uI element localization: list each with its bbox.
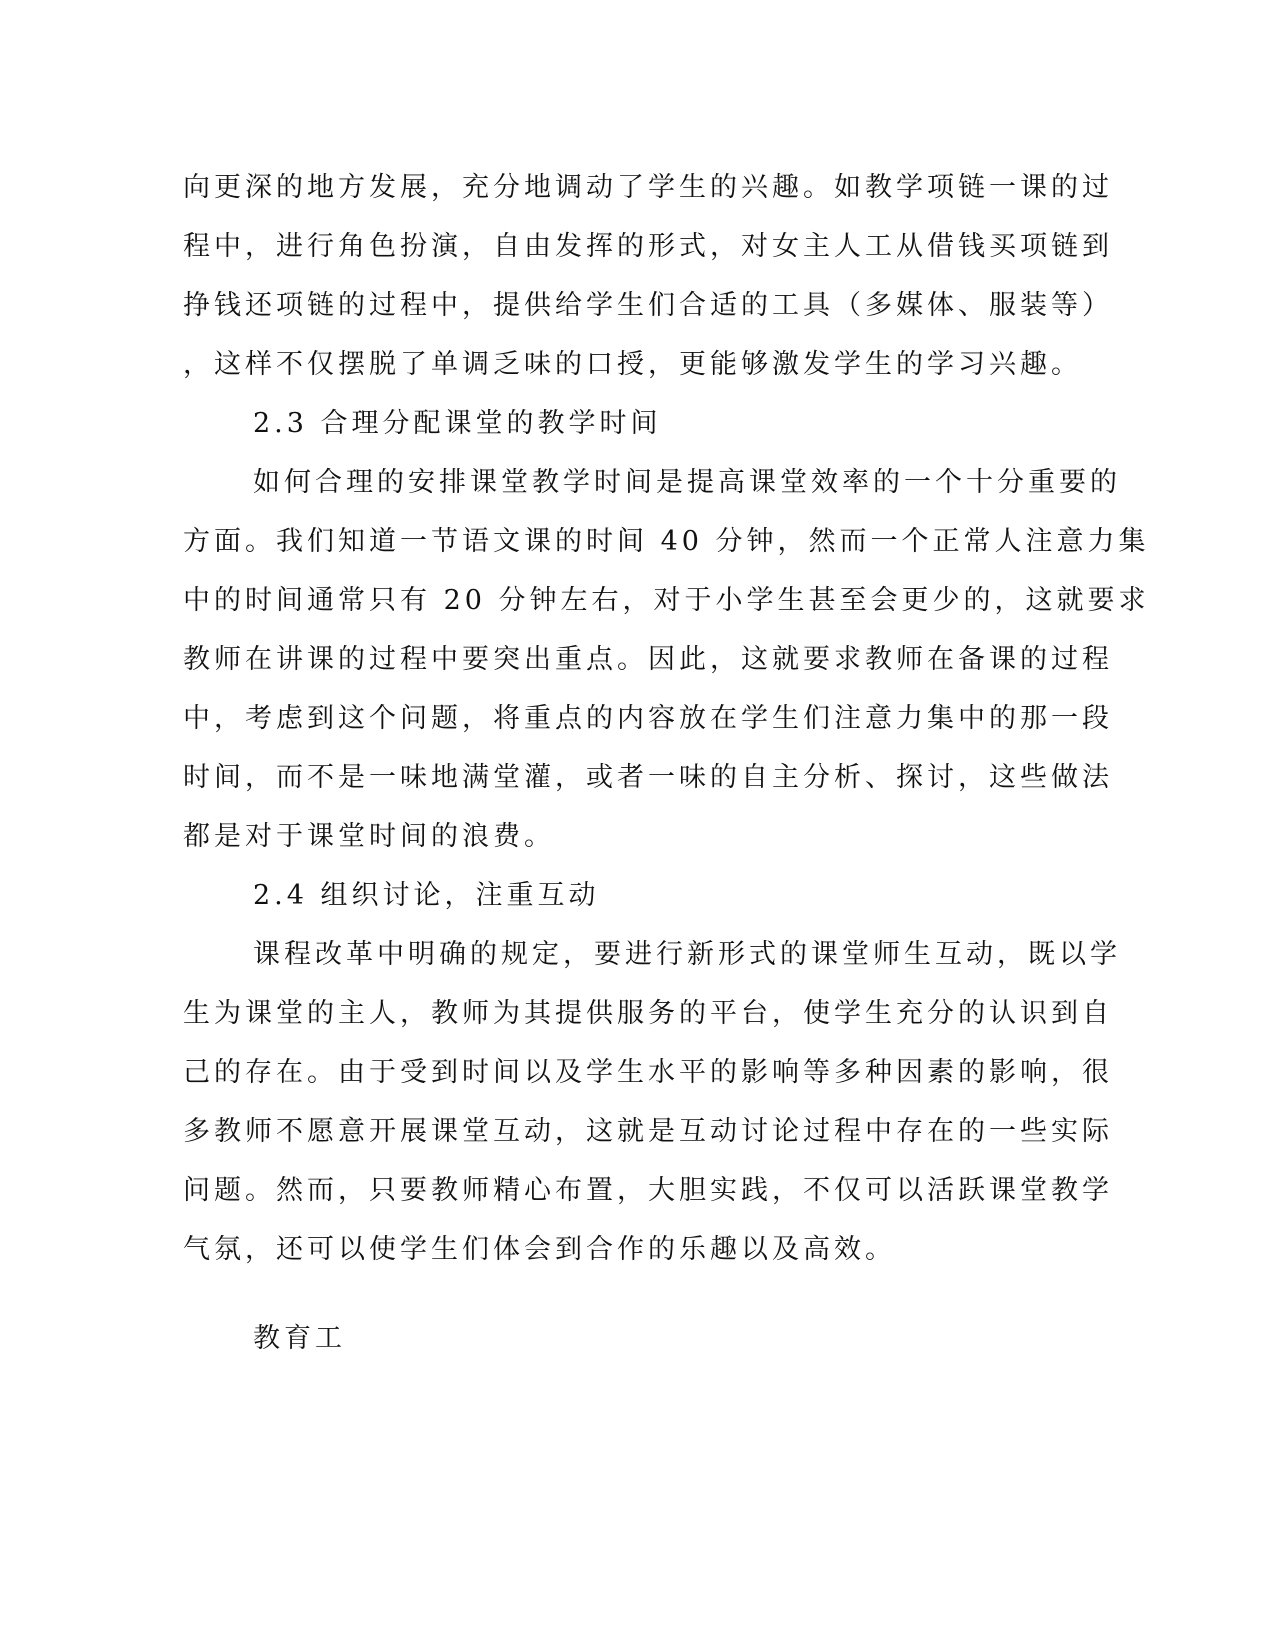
text-line: 中，考虑到这个问题，将重点的内容放在学生们注意力集中的那一段 [183,703,1113,734]
text-line: 教师在讲课的过程中要突出重点。因此，这就要求教师在备课的过程 [183,644,1113,675]
trailing-text: 教育工 [253,1323,346,1354]
text-line: 气氛，还可以使学生们体会到合作的乐趣以及高效。 [183,1234,896,1265]
text-line: 己的存在。由于受到时间以及学生水平的影响等多种因素的影响，很 [183,1057,1113,1088]
text-line: 挣钱还项链的过程中，提供给学生们合适的工具（多媒体、服装等） [183,290,1113,321]
text-line: 如何合理的安排课堂教学时间是提高课堂效率的一个十分重要的 [253,467,1121,498]
text-line: 课程改革中明确的规定，要进行新形式的课堂师生互动，既以学 [253,939,1121,970]
text-line: 生为课堂的主人，教师为其提供服务的平台，使学生充分的认识到自 [183,998,1113,1029]
text-line: 中的时间通常只有 20 分钟左右，对于小学生甚至会更少的，这就要求 [183,585,1150,616]
section-heading-2-3: 2.3 合理分配课堂的教学时间 [253,408,662,439]
text-line: 方面。我们知道一节语文课的时间 40 分钟，然而一个正常人注意力集 [183,526,1150,557]
paragraph-interaction [183,925,1121,1279]
paragraph-class-time [183,453,1150,866]
paragraph-continuation [183,158,1113,394]
text-line: 都是对于课堂时间的浪费。 [183,821,555,852]
text-line: 问题。然而，只要教师精心布置，大胆实践，不仅可以活跃课堂教学 [183,1175,1113,1206]
document-body [183,158,1150,1368]
text-line: 多教师不愿意开展课堂互动，这就是互动讨论过程中存在的一些实际 [183,1116,1113,1147]
text-line: ，这样不仅摆脱了单调乏味的口授，更能够激发学生的学习兴趣。 [183,349,1082,380]
text-line: 向更深的地方发展，充分地调动了学生的兴趣。如教学项链一课的过 [183,172,1113,203]
text-line: 时间，而不是一味地满堂灌，或者一味的自主分析、探讨，这些做法 [183,762,1113,793]
section-heading-2-4: 2.4 组织讨论，注重互动 [253,880,600,911]
text-line: 程中，进行角色扮演，自由发挥的形式，对女主人工从借钱买项链到 [183,231,1113,262]
